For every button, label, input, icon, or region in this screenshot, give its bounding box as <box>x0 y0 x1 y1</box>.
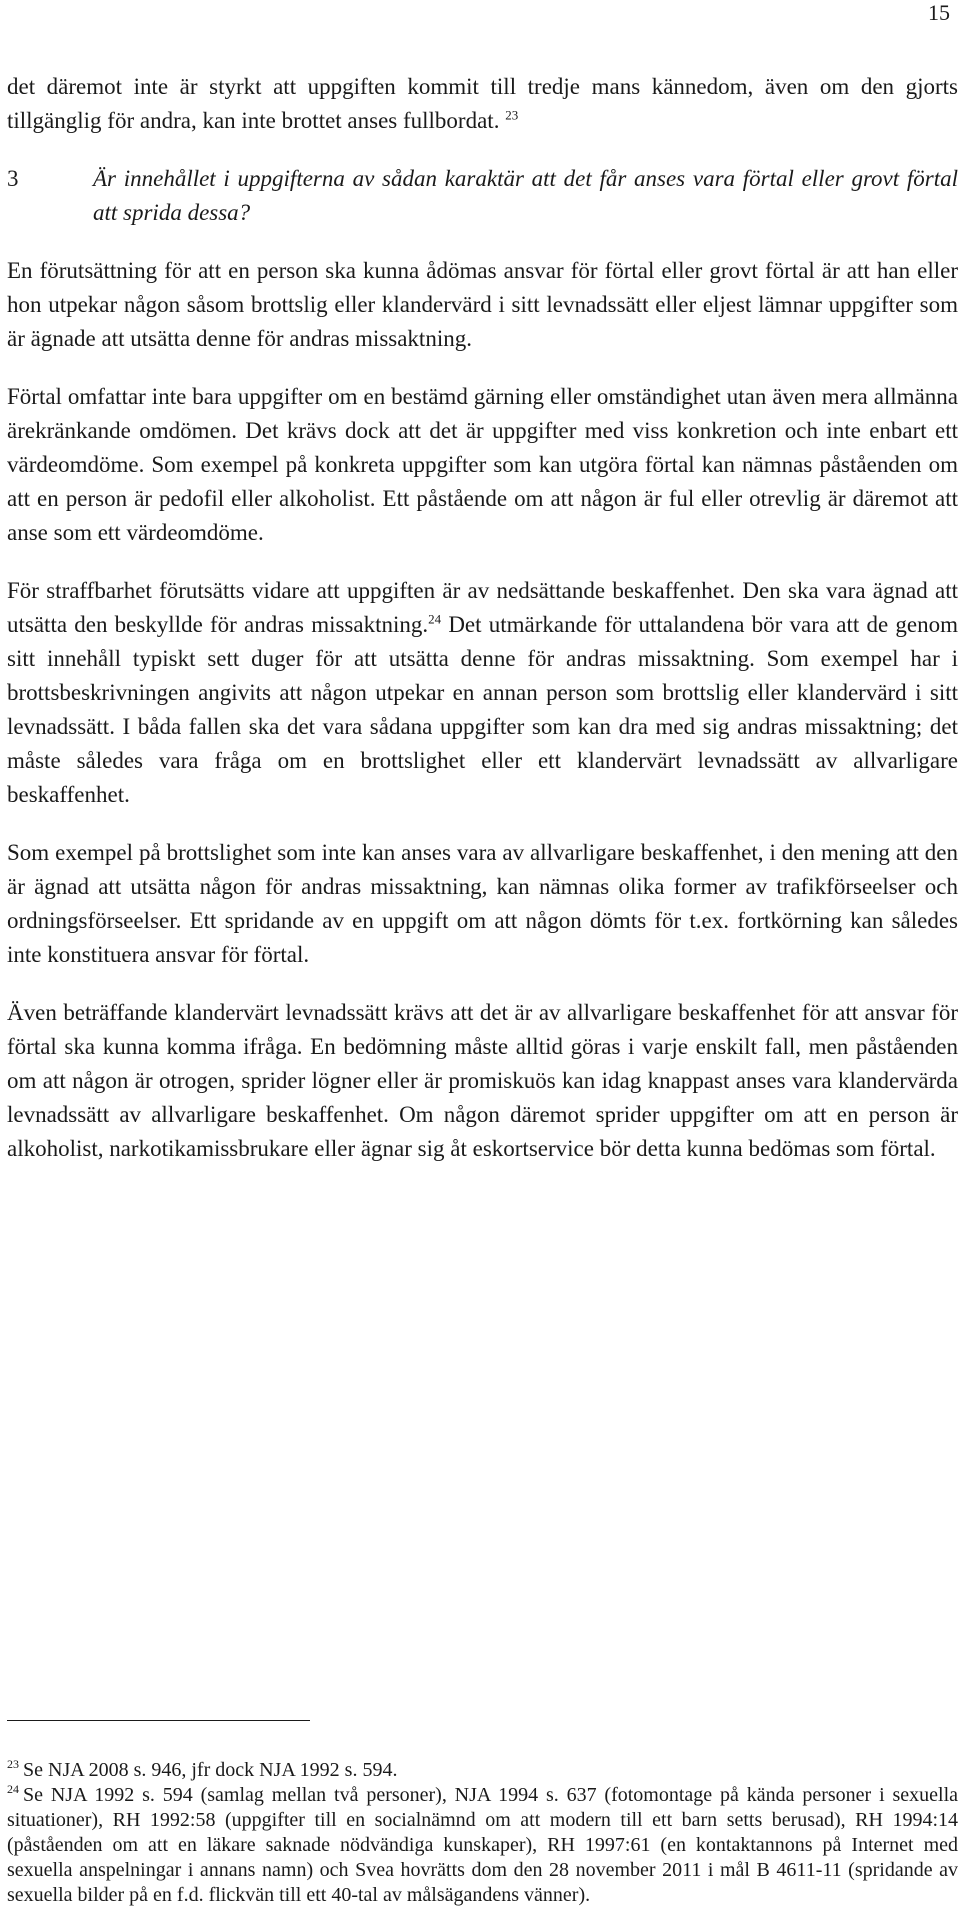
footnote-ref-23: 23 <box>505 107 519 123</box>
paragraph-3-before: För straffbarhet förutsätts vidare att uppgiften är av nedsättande beskaffenhet. Den ska vara ägnad att utsätta den beskyllde för andras missaktning. <box>7 578 958 637</box>
section-number: 3 <box>7 166 19 191</box>
intro-paragraph-text: det däremot inte är styrkt att uppgiften kommit till tredje mans kännedom, även om den gjorts tillgänglig för andra, kan inte brottet anses fullbordat. <box>7 74 958 133</box>
footnote-23-text: Se NJA 2008 s. 946, jfr dock NJA 1992 s. 594. <box>23 1759 398 1781</box>
footnote-ref-24: 24 <box>428 611 442 627</box>
paragraph-3 <box>7 574 958 812</box>
paragraph-4: Som exempel på brottslighet som inte kan anses vara av allvarligare beskaffenhet, i den mening att den är ägnad att utsätta någon för andras missaktning, kan nämnas olika former av trafikförseelser och ordningsförseelser. Ett spridande av en uppgift om att någon dömts för t.ex. fortkörning kan således inte konstituera ansvar för förtal. <box>7 840 958 967</box>
paragraph-3-after: Det utmärkande för uttalandena bör vara att de genom sitt innehåll typiskt sett duger för att utsätta denne för andras missaktning. Som exempel har i brottsbeskrivningen angivits att någon utpekar en annan person som brottslig eller klandervärd i sitt levnadssätt. I båda fallen ska det vara sådana uppgifter som kan dra med sig andras missaktning; det måste således vara fråga om en brottslighet eller ett klandervärt levnadssätt av allvarligare beskaffenhet. <box>7 612 958 807</box>
page-number: 15 <box>928 0 950 25</box>
footnotes <box>7 1758 958 1908</box>
footnote-divider <box>7 1720 310 1721</box>
footnote-24 <box>7 1783 958 1908</box>
paragraph-2: Förtal omfattar inte bara uppgifter om en bestämd gärning eller omständighet utan även mera allmänna ärekränkande omdömen. Det krävs dock att det är uppgifter med viss konkretion och inte enbart ett värdeomdöme. Som exempel på konkreta uppgifter som kan utgöra förtal kan nämnas påståenden om att en person är pedofil eller alkoholist. Ett påstående om att någon är ful eller otrevlig är däremot att anse som ett värdeomdöme. <box>7 384 958 545</box>
footnote-24-text: Se NJA 1992 s. 594 (samlag mellan två personer), NJA 1994 s. 637 (fotomontage på kända personer i sexuella situationer), RH 1992:58 (uppgifter till en socialnämnd om att modern till ett barn setts berusad), RH 1994:14 (påståenden om att en läkare saknade nödvändiga kunskaper), RH 1997:61 (en kontaktannons på Internet med sexuella anspelningar i annans namn) och Svea hovrätts dom den 28 november 2011 i mål B 4611-11 (spridande av sexuella bilder på en f.d. flickvän till ett 40-tal av målsägandens vänner). <box>7 1784 958 1906</box>
footnote-24-number: 24 <box>7 1782 19 1797</box>
footnote-23 <box>7 1758 958 1783</box>
footnote-23-number: 23 <box>7 1757 19 1772</box>
intro-paragraph <box>7 70 958 138</box>
section-title: Är innehållet i uppgifterna av sådan karaktär att det får anses vara förtal eller grovt förtal att sprida dessa? <box>93 166 958 225</box>
paragraph-5: Även beträffande klandervärt levnadssätt krävs att det är av allvarligare beskaffenhet för att ansvar för förtal ska kunna komma ifråga. En bedömning måste alltid göras i varje enskilt fall, men påståenden om att någon är otrogen, sprider lögner eller är promiskuös kan idag knappast anses vara klandervärda levnadssätt av allvarligare beskaffenhet. Om någon däremot sprider uppgifter om att en person är alkoholist, narkotikamissbrukare eller ägnar sig åt eskortservice bör detta kunna bedömas som förtal. <box>7 1000 958 1161</box>
paragraph-1: En förutsättning för att en person ska kunna ådömas ansvar för förtal eller grovt förtal är att han eller hon utpekar någon såsom brottslig eller klandervärd i sitt levnadssätt eller eljest lämnar uppgifter som är ägnade att utsätta denne för andras missaktning. <box>7 258 958 351</box>
main-text <box>7 70 958 1190</box>
section-heading <box>7 162 958 230</box>
